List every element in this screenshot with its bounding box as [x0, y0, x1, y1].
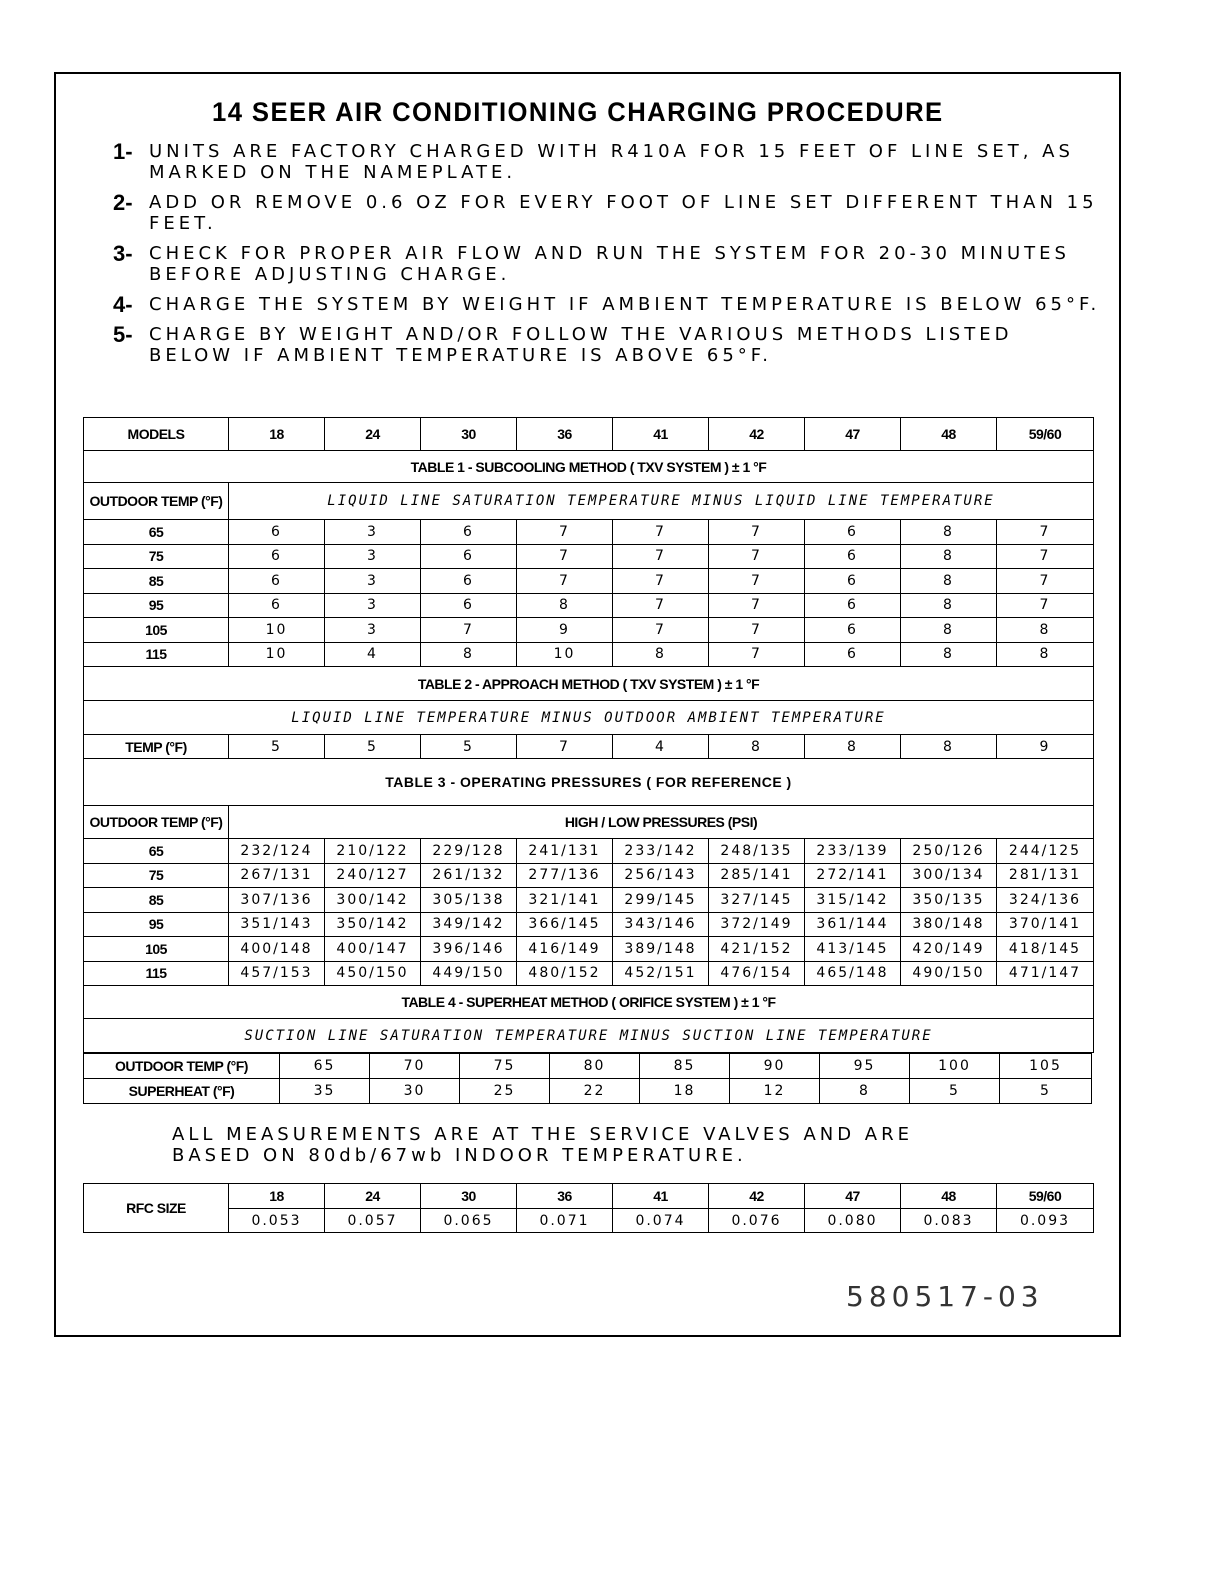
subcooling-value: 9	[517, 618, 613, 643]
subcooling-value: 6	[421, 544, 517, 569]
pressure-value: 343/146	[613, 912, 709, 937]
subcooling-value: 7	[997, 569, 1094, 594]
temp-cell: 75	[84, 544, 229, 569]
page-title: 14 SEER AIR CONDITIONING CHARGING PROCEDURE	[212, 97, 944, 127]
outdoor-temp-value: 80	[550, 1054, 640, 1079]
pressure-value: 321/141	[517, 888, 613, 913]
pressure-value: 261/132	[421, 863, 517, 888]
pressure-value: 300/142	[325, 888, 421, 913]
pressure-value: 256/143	[613, 863, 709, 888]
pressure-value: 380/148	[901, 912, 997, 937]
pressure-value: 361/144	[805, 912, 901, 937]
subcooling-value: 6	[805, 569, 901, 594]
table2-title: TABLE 2 - APPROACH METHOD ( TXV SYSTEM ) ± 1 °F	[84, 667, 1094, 701]
table1-row	[84, 544, 1094, 569]
subcooling-value: 6	[421, 569, 517, 594]
table1-row	[84, 618, 1094, 643]
superheat-value: 25	[460, 1079, 550, 1104]
subcooling-value: 8	[901, 642, 997, 667]
pressure-value: 315/142	[805, 888, 901, 913]
pressure-value: 285/141	[709, 863, 805, 888]
pressure-value: 229/128	[421, 839, 517, 864]
approach-value: 8	[901, 735, 997, 759]
table3-desc-row	[84, 806, 1094, 839]
table3-title: TABLE 3 - OPERATING PRESSURES ( FOR REFERENCE )	[84, 759, 1094, 806]
superheat-value: 35	[280, 1079, 370, 1104]
subcooling-value: 7	[709, 593, 805, 618]
subcooling-value: 8	[901, 520, 997, 545]
table1-row	[84, 593, 1094, 618]
approach-value: 5	[229, 735, 325, 759]
subcooling-value: 7	[613, 544, 709, 569]
rfc-model-header: 59/60	[997, 1184, 1094, 1209]
superheat-value: 18	[640, 1079, 730, 1104]
model-header: 47	[805, 418, 901, 451]
step-number: 5-	[113, 322, 133, 347]
rfc-model-header: 42	[709, 1184, 805, 1209]
table3-row	[84, 863, 1094, 888]
pressure-value: 272/141	[805, 863, 901, 888]
subcooling-value: 6	[229, 544, 325, 569]
pressure-value: 420/149	[901, 937, 997, 962]
rfc-sizes-row	[84, 1209, 1094, 1233]
rfc-size-table	[83, 1183, 1094, 1233]
subcooling-value: 8	[997, 642, 1094, 667]
subcooling-value: 7	[517, 520, 613, 545]
approach-value: 8	[805, 735, 901, 759]
outdoor-temp-label: OUTDOOR TEMP (°F)	[84, 1054, 280, 1079]
pressure-value: 281/131	[997, 863, 1094, 888]
pressure-value: 413/145	[805, 937, 901, 962]
subcooling-value: 10	[229, 642, 325, 667]
measurement-note	[172, 1124, 952, 1166]
outdoor-temp-value: 95	[820, 1054, 910, 1079]
table2-title-row	[84, 667, 1094, 701]
table3-title-row	[84, 759, 1094, 806]
charging-table	[83, 417, 1094, 1053]
rfc-size-value: 0.071	[517, 1209, 613, 1233]
table4-description: SUCTION LINE SATURATION TEMPERATURE MINUS SUCTION LINE TEMPERATURE	[84, 1019, 1094, 1053]
pressure-value: 465/148	[805, 961, 901, 986]
pressure-value: 233/139	[805, 839, 901, 864]
table3-row	[84, 888, 1094, 913]
model-header: 48	[901, 418, 997, 451]
pressure-value: 351/143	[229, 912, 325, 937]
pressure-value: 421/152	[709, 937, 805, 962]
subcooling-value: 7	[421, 618, 517, 643]
pressure-value: 244/125	[997, 839, 1094, 864]
outdoor-temp-label: OUTDOOR TEMP (°F)	[84, 806, 229, 839]
table1-desc-row	[84, 483, 1094, 520]
rfc-size-value: 0.057	[325, 1209, 421, 1233]
subcooling-value: 8	[901, 593, 997, 618]
outdoor-temp-value: 75	[460, 1054, 550, 1079]
step-text: CHARGE THE SYSTEM BY WEIGHT IF AMBIENT TEMPERATURE IS BELOW 65°F.	[149, 294, 1101, 315]
models-label: MODELS	[84, 418, 229, 451]
subcooling-value: 6	[229, 520, 325, 545]
subcooling-value: 3	[325, 618, 421, 643]
subcooling-value: 7	[709, 569, 805, 594]
subcooling-value: 3	[325, 520, 421, 545]
temp-cell: 95	[84, 593, 229, 618]
pressure-value: 449/150	[421, 961, 517, 986]
outdoor-temp-value: 70	[370, 1054, 460, 1079]
temp-cell: 65	[84, 839, 229, 864]
pressure-value: 277/136	[517, 863, 613, 888]
approach-value: 5	[421, 735, 517, 759]
subcooling-value: 8	[421, 642, 517, 667]
superheat-value: 8	[820, 1079, 910, 1104]
pressure-value: 350/142	[325, 912, 421, 937]
pressure-value: 366/145	[517, 912, 613, 937]
temp-cell: 65	[84, 520, 229, 545]
rfc-model-header: 48	[901, 1184, 997, 1209]
table2-values-row	[84, 735, 1094, 759]
subcooling-value: 7	[613, 618, 709, 643]
part-number: 580517-03	[846, 1280, 1044, 1313]
subcooling-value: 8	[901, 569, 997, 594]
subcooling-value: 6	[229, 569, 325, 594]
pressure-value: 480/152	[517, 961, 613, 986]
superheat-value: 5	[910, 1079, 1000, 1104]
temp-cell: 85	[84, 569, 229, 594]
table1-row	[84, 569, 1094, 594]
approach-value: 4	[613, 735, 709, 759]
step-number: 3-	[113, 241, 133, 266]
subcooling-value: 6	[229, 593, 325, 618]
subcooling-value: 8	[613, 642, 709, 667]
subcooling-value: 10	[517, 642, 613, 667]
model-header: 41	[613, 418, 709, 451]
superheat-table	[83, 1053, 1092, 1104]
subcooling-value: 6	[421, 520, 517, 545]
temp-label: TEMP (°F)	[84, 735, 229, 759]
rfc-size-value: 0.080	[805, 1209, 901, 1233]
step-4	[113, 294, 1103, 315]
models-header-row	[84, 418, 1094, 451]
subcooling-value: 8	[901, 544, 997, 569]
rfc-size-value: 0.074	[613, 1209, 709, 1233]
subcooling-value: 7	[517, 544, 613, 569]
pressure-value: 327/145	[709, 888, 805, 913]
superheat-value: 30	[370, 1079, 460, 1104]
table1-row	[84, 520, 1094, 545]
temp-cell: 75	[84, 863, 229, 888]
table1-description: LIQUID LINE SATURATION TEMPERATURE MINUS LIQUID LINE TEMPERATURE	[229, 483, 1094, 520]
rfc-size-value: 0.065	[421, 1209, 517, 1233]
table4-title-row	[84, 986, 1094, 1019]
pressure-value: 457/153	[229, 961, 325, 986]
subcooling-value: 6	[805, 544, 901, 569]
temp-cell: 95	[84, 912, 229, 937]
table3-description: HIGH / LOW PRESSURES (PSI)	[229, 806, 1094, 839]
temp-cell: 85	[84, 888, 229, 913]
subcooling-value: 6	[805, 520, 901, 545]
superheat-row	[84, 1079, 1092, 1104]
table1-row	[84, 642, 1094, 667]
step-text: ADD OR REMOVE 0.6 OZ FOR EVERY FOOT OF LINE SET DIFFERENT THAN 15 FEET.	[149, 192, 1098, 234]
pressure-value: 305/138	[421, 888, 517, 913]
pressure-value: 250/126	[901, 839, 997, 864]
subcooling-value: 8	[517, 593, 613, 618]
pressure-value: 324/136	[997, 888, 1094, 913]
pressure-value: 233/142	[613, 839, 709, 864]
table3-row	[84, 912, 1094, 937]
outdoor-temp-value: 100	[910, 1054, 1000, 1079]
outdoor-temp-value: 85	[640, 1054, 730, 1079]
temp-cell: 115	[84, 642, 229, 667]
model-header: 42	[709, 418, 805, 451]
pressure-value: 240/127	[325, 863, 421, 888]
subcooling-value: 7	[709, 520, 805, 545]
table4-desc-row	[84, 1019, 1094, 1053]
step-2	[113, 192, 1103, 234]
rfc-model-header: 47	[805, 1184, 901, 1209]
rfc-size-value: 0.076	[709, 1209, 805, 1233]
subcooling-value: 7	[997, 544, 1094, 569]
subcooling-value: 6	[421, 593, 517, 618]
subcooling-value: 7	[997, 593, 1094, 618]
subcooling-value: 4	[325, 642, 421, 667]
approach-value: 8	[709, 735, 805, 759]
outdoor-temp-value: 65	[280, 1054, 370, 1079]
model-header: 36	[517, 418, 613, 451]
superheat-value: 12	[730, 1079, 820, 1104]
superheat-value: 22	[550, 1079, 640, 1104]
subcooling-value: 8	[901, 618, 997, 643]
table2-description: LIQUID LINE TEMPERATURE MINUS OUTDOOR AMBIENT TEMPERATURE	[84, 701, 1094, 735]
pressure-value: 307/136	[229, 888, 325, 913]
pressure-value: 476/154	[709, 961, 805, 986]
table2-desc-row	[84, 701, 1094, 735]
temp-cell: 105	[84, 937, 229, 962]
subcooling-value: 3	[325, 569, 421, 594]
pressure-value: 400/148	[229, 937, 325, 962]
rfc-model-header: 18	[229, 1184, 325, 1209]
pressure-value: 267/131	[229, 863, 325, 888]
model-header: 59/60	[997, 418, 1094, 451]
model-header: 18	[229, 418, 325, 451]
outdoor-temp-label: OUTDOOR TEMP (°F)	[84, 483, 229, 520]
rfc-models-row	[84, 1184, 1094, 1209]
step-number: 4-	[113, 292, 133, 317]
table4-title: TABLE 4 - SUPERHEAT METHOD ( ORIFICE SYSTEM ) ± 1 °F	[84, 986, 1094, 1019]
outdoor-temp-value: 105	[1000, 1054, 1092, 1079]
subcooling-value: 7	[517, 569, 613, 594]
subcooling-value: 7	[997, 520, 1094, 545]
table1-title-row	[84, 451, 1094, 483]
superheat-value: 5	[1000, 1079, 1092, 1104]
note-text: ALL MEASUREMENTS ARE AT THE SERVICE VALVES AND ARE BASED ON 80db/67wb INDOOR TEMPERATURE.	[172, 1124, 913, 1166]
step-text: CHARGE BY WEIGHT AND/OR FOLLOW THE VARIOUS METHODS LISTED BELOW IF AMBIENT TEMPERATURE IS ABOVE 65°F.	[149, 324, 1013, 366]
approach-value: 9	[997, 735, 1094, 759]
step-1	[113, 141, 1103, 183]
rfc-size-label: RFC SIZE	[84, 1184, 229, 1233]
pressure-value: 370/141	[997, 912, 1094, 937]
pressure-value: 490/150	[901, 961, 997, 986]
subcooling-value: 7	[709, 544, 805, 569]
pressure-value: 400/147	[325, 937, 421, 962]
rfc-model-header: 24	[325, 1184, 421, 1209]
step-text: UNITS ARE FACTORY CHARGED WITH R410A FOR 15 FEET OF LINE SET, AS MARKED ON THE NAMEPLATE.	[149, 141, 1074, 183]
rfc-model-header: 30	[421, 1184, 517, 1209]
approach-value: 5	[325, 735, 421, 759]
model-header: 24	[325, 418, 421, 451]
pressure-value: 300/134	[901, 863, 997, 888]
outdoor-temp-row	[84, 1054, 1092, 1079]
pressure-value: 396/146	[421, 937, 517, 962]
step-number: 2-	[113, 190, 133, 215]
subcooling-value: 8	[997, 618, 1094, 643]
table3-row	[84, 839, 1094, 864]
rfc-size-value: 0.083	[901, 1209, 997, 1233]
pressure-value: 350/135	[901, 888, 997, 913]
subcooling-value: 7	[613, 520, 709, 545]
table3-row	[84, 937, 1094, 962]
rfc-model-header: 36	[517, 1184, 613, 1209]
pressure-value: 418/145	[997, 937, 1094, 962]
pressure-value: 232/124	[229, 839, 325, 864]
pressure-value: 299/145	[613, 888, 709, 913]
pressure-value: 452/151	[613, 961, 709, 986]
step-text: CHECK FOR PROPER AIR FLOW AND RUN THE SYSTEM FOR 20-30 MINUTES BEFORE ADJUSTING CHARGE.	[149, 243, 1070, 285]
temp-cell: 115	[84, 961, 229, 986]
pressure-value: 210/122	[325, 839, 421, 864]
subcooling-value: 3	[325, 593, 421, 618]
pressure-value: 248/135	[709, 839, 805, 864]
rfc-size-value: 0.093	[997, 1209, 1094, 1233]
pressure-value: 349/142	[421, 912, 517, 937]
subcooling-value: 7	[613, 593, 709, 618]
outdoor-temp-value: 90	[730, 1054, 820, 1079]
step-5	[113, 324, 1103, 366]
subcooling-value: 6	[805, 593, 901, 618]
subcooling-value: 6	[805, 618, 901, 643]
subcooling-value: 7	[709, 618, 805, 643]
subcooling-value: 3	[325, 544, 421, 569]
model-header: 30	[421, 418, 517, 451]
pressure-value: 450/150	[325, 961, 421, 986]
superheat-label: SUPERHEAT (°F)	[84, 1079, 280, 1104]
table1-title: TABLE 1 - SUBCOOLING METHOD ( TXV SYSTEM ) ± 1 °F	[84, 451, 1094, 483]
table3-row	[84, 961, 1094, 986]
subcooling-value: 6	[805, 642, 901, 667]
temp-cell: 105	[84, 618, 229, 643]
rfc-size-value: 0.053	[229, 1209, 325, 1233]
pressure-value: 389/148	[613, 937, 709, 962]
step-3	[113, 243, 1103, 285]
step-number: 1-	[113, 139, 133, 164]
pressure-value: 471/147	[997, 961, 1094, 986]
pressure-value: 372/149	[709, 912, 805, 937]
procedure-steps	[113, 141, 1103, 375]
pressure-value: 416/149	[517, 937, 613, 962]
subcooling-value: 10	[229, 618, 325, 643]
rfc-model-header: 41	[613, 1184, 709, 1209]
approach-value: 7	[517, 735, 613, 759]
pressure-value: 241/131	[517, 839, 613, 864]
subcooling-value: 7	[709, 642, 805, 667]
subcooling-value: 7	[613, 569, 709, 594]
